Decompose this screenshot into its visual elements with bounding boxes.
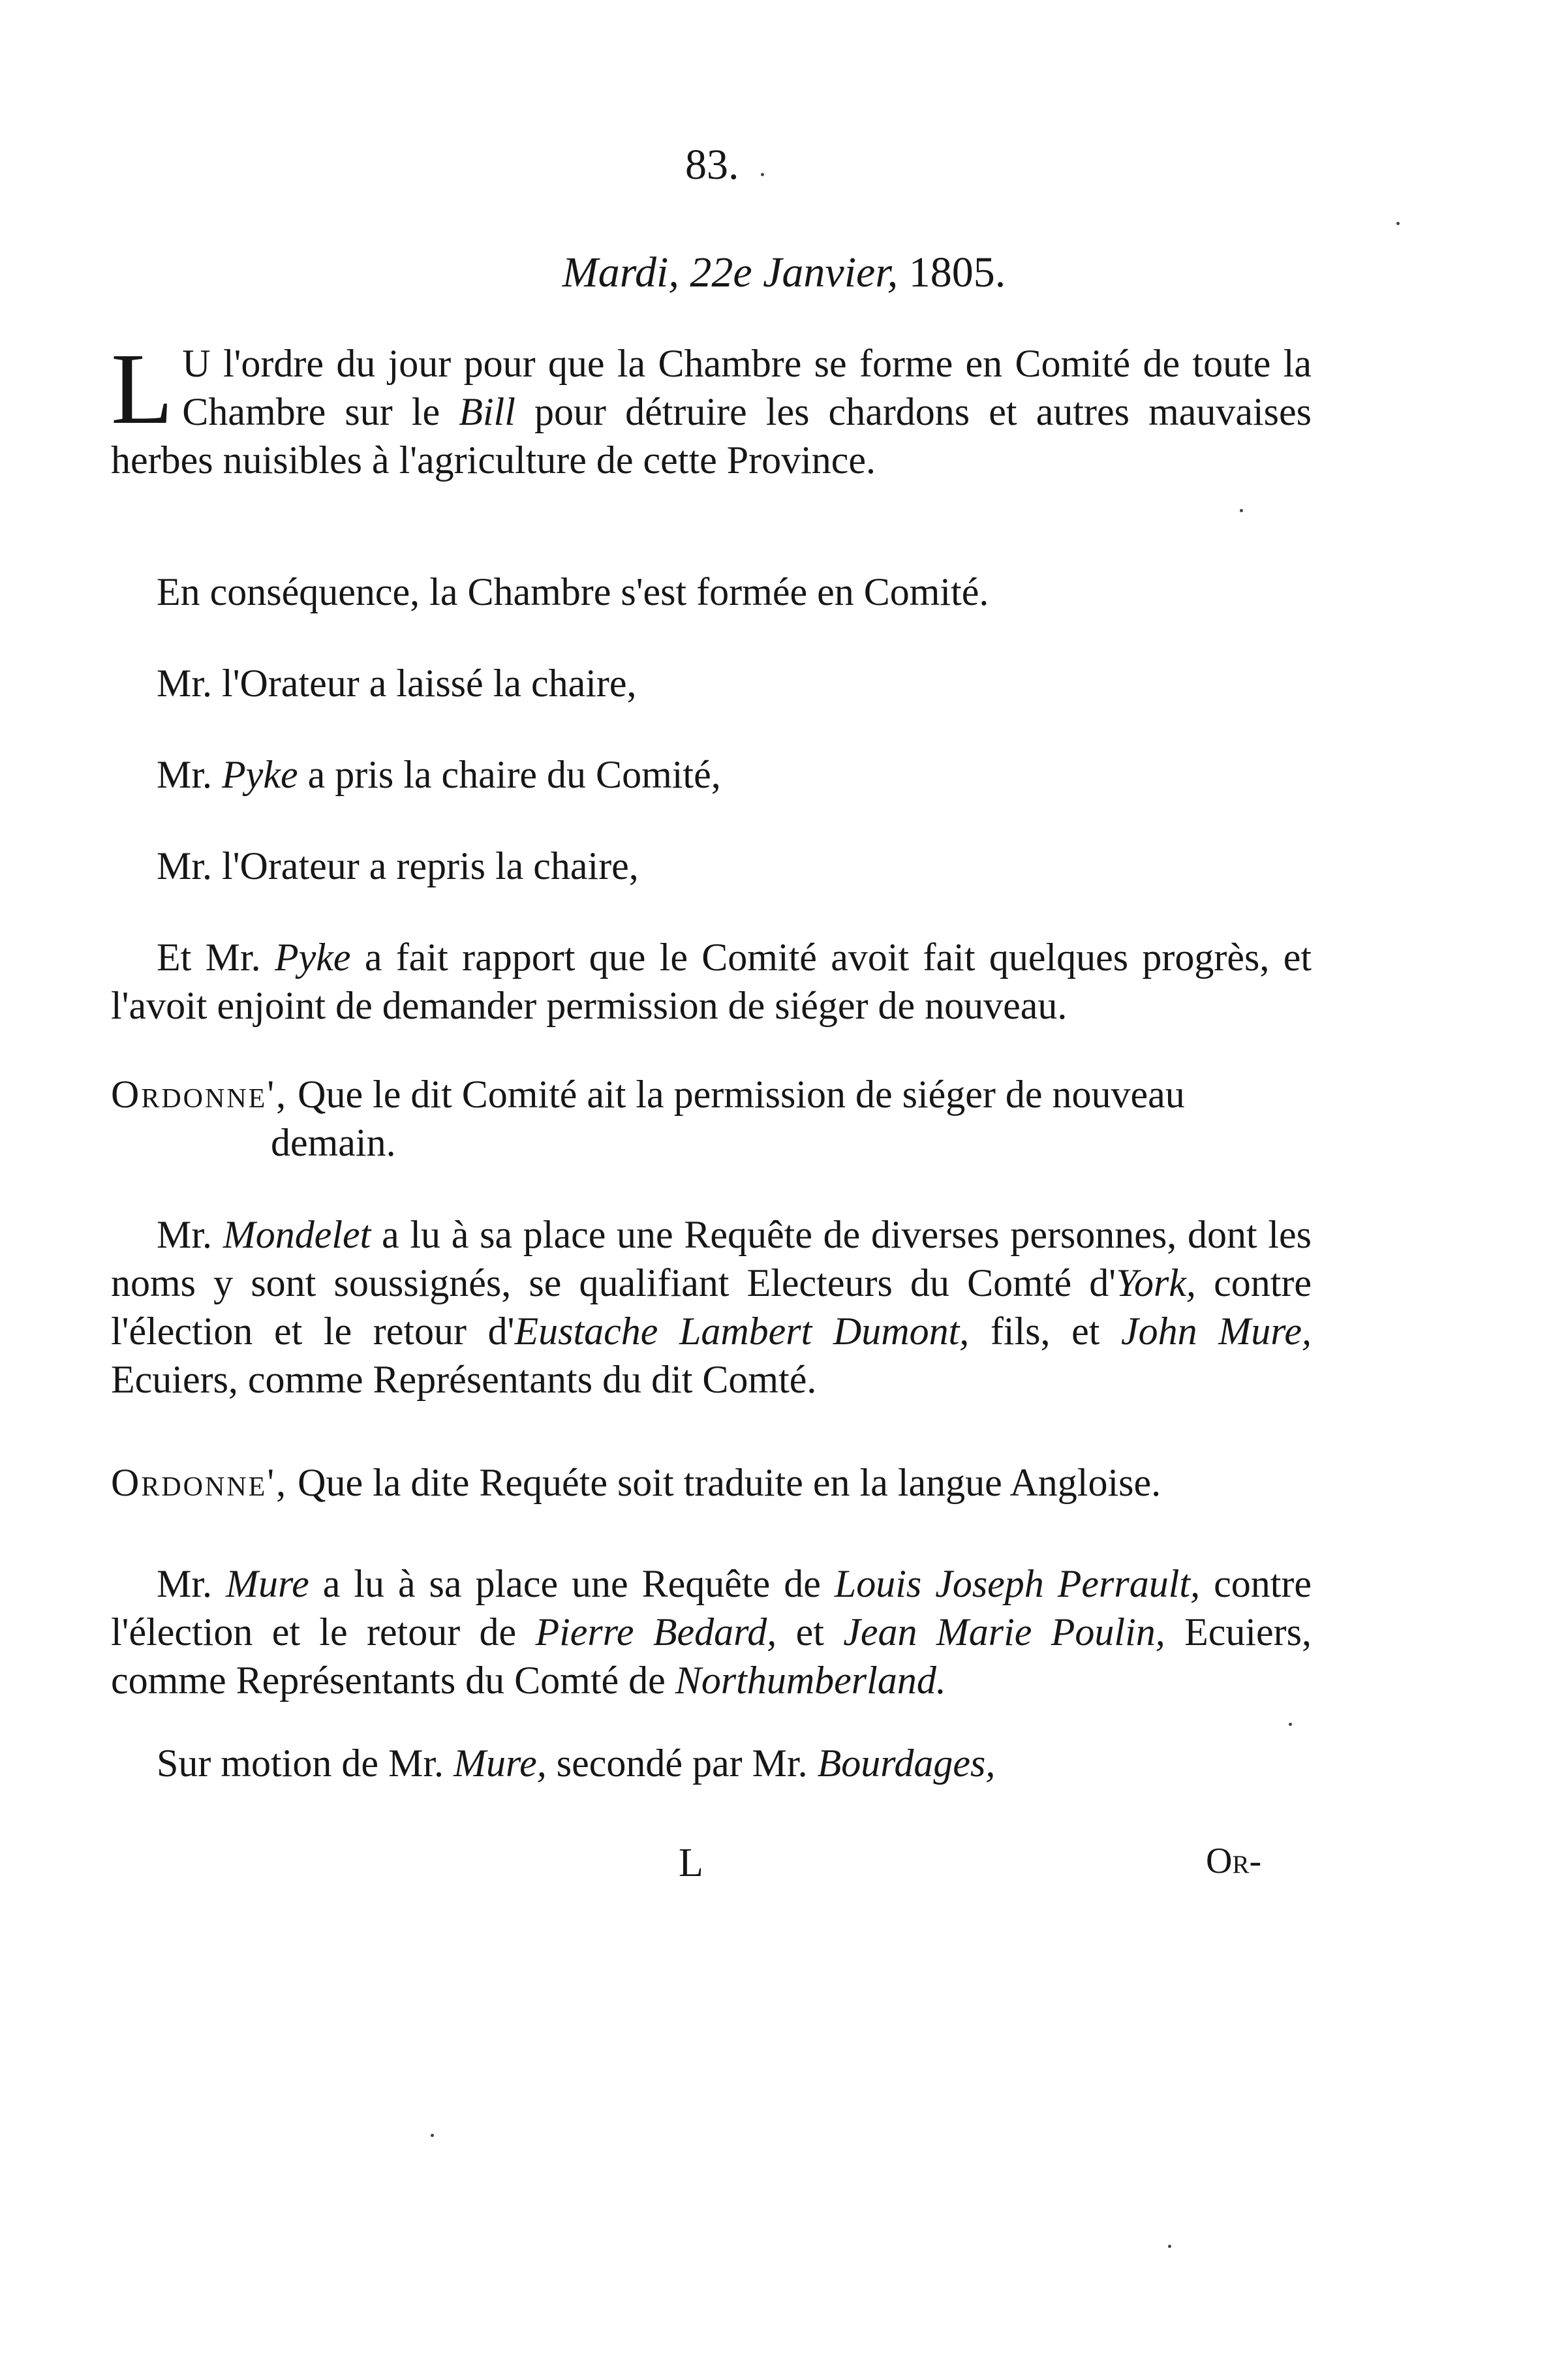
paragraph-pyke-report: Et Mr. Pyke a fait rapport que le Comité avoit fait quelques progrès, et l'avoit enjoint de demander permission de siéger de nouveau.	[111, 936, 1312, 1027]
date-year: 1805.	[908, 249, 1006, 296]
date-heading	[0, 248, 1568, 298]
paragraph-committee-formed: En conséquence, la Chambre s'est formée en Comité.	[157, 570, 989, 613]
paragraph-ordered-sit-again: Ordonne', Que le dit Comité ait la permission de siéger de nouveau demain.	[111, 1073, 1185, 1164]
paragraph-mure-petition: Mr. Mure a lu à sa place une Requête de Louis Joseph Perrault, contre l'élection et le retour de Pierre Bedard, et Jean Marie Poulin, Ecuiers, comme Représentants du Comté de Northumberland.	[111, 1562, 1312, 1702]
page-number: 83.	[685, 141, 739, 189]
catchword: Or-	[1206, 1841, 1262, 1881]
date-day: Mardi, 22e Janvier,	[562, 249, 899, 296]
print-speck	[1240, 509, 1243, 512]
paragraph-pyke-took-chair: Mr. Pyke a pris la chaire du Comité,	[157, 753, 721, 796]
paragraph-order-of-day: L U l'ordre du jour pour que la Chambre se forme en Comité de toute la Chambre sur le Bill pour détruire les chardons et autres mauvaises herbes nuisibles à l'agriculture de cette Province.	[111, 332, 1312, 482]
paragraph-speaker-resumed-chair: Mr. l'Orateur a repris la chaire,	[157, 844, 639, 887]
paragraph-mondelet-petition: Mr. Mondelet a lu à sa place une Requête de diverses personnes, dont les noms y sont soussignés, se qualifiant Electeurs du Comté d'York, contre l'élection et le retour d'Eustache Lambert Dumont, fils, et John Mure, Ecuiers, comme Représentants du dit Comté.	[111, 1213, 1312, 1401]
print-speck	[1289, 1723, 1292, 1726]
ordonne-label: Ordonne',	[111, 1073, 288, 1116]
print-speck	[431, 2134, 434, 2137]
drop-cap-initial: L	[111, 332, 174, 445]
print-speck	[1168, 2245, 1171, 2248]
print-speck	[1396, 222, 1400, 225]
paragraph-motion: Sur motion de Mr. Mure, secondé par Mr. Bourdages,	[157, 1742, 996, 1785]
paragraph-ordered-translation: Ordonne', Que la dite Requéte soit traduite en la langue Angloise.	[111, 1461, 1161, 1504]
ordonne-label: Ordonne',	[111, 1461, 288, 1504]
print-speck	[761, 173, 764, 176]
paragraph-speaker-left-chair: Mr. l'Orateur a laissé la chaire,	[157, 662, 637, 705]
signature-mark: L	[679, 1841, 703, 1885]
